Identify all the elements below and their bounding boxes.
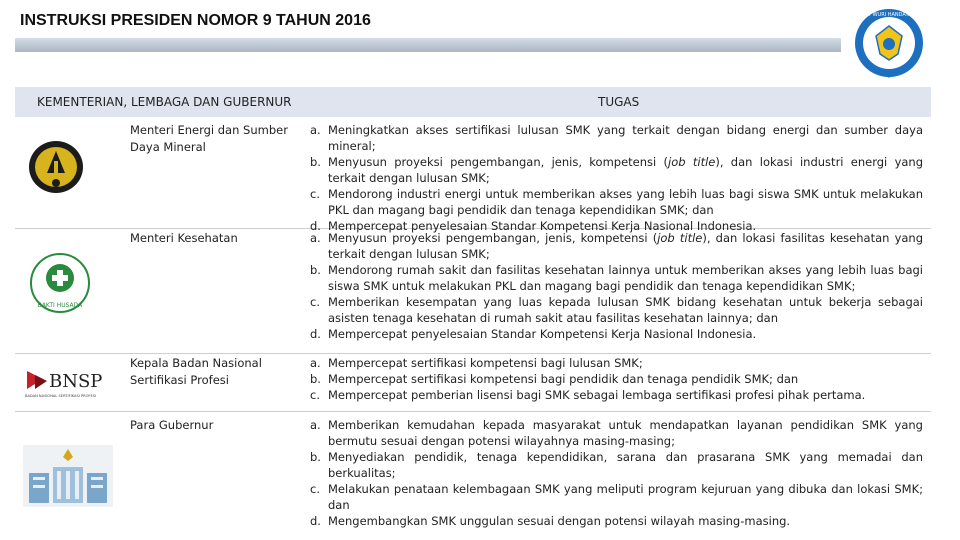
table-row-gubernur [15, 411, 931, 528]
task-letter: d. [310, 327, 321, 341]
task-list [310, 230, 923, 342]
task-text: Mendorong rumah sakit dan fasilitas kesehatan lainnya untuk memberikan akses yang lebih luas bagi siswa SMK untuk melakukan PKL dan magang bagi pendidik dan tenaga kependidikan SMK; [328, 263, 923, 293]
task-text: Memberikan kemudahan kepada masyarakat untuk mendapatkan layanan pendidikan SMK yang bermutu sesuai dengan potensi wilayahnya masing-masing; [328, 418, 923, 448]
task-letter: a. [310, 123, 321, 137]
task-text: Mempercepat penyelesaian Standar Kompetensi Kerja Nasional Indonesia. [328, 327, 757, 341]
task-item [310, 387, 923, 403]
task-item [310, 371, 923, 387]
esdm-logo-icon [27, 139, 85, 195]
task-item [310, 481, 923, 513]
task-item [310, 417, 923, 449]
task-list [310, 417, 923, 529]
institution-name: Menteri Kesehatan [130, 231, 238, 245]
task-item [310, 449, 923, 481]
task-letter: b. [310, 450, 321, 464]
task-text: Mempercepat pemberian lisensi bagi SMK sebagai lembaga sertifikasi profesi pihak pertama. [328, 388, 866, 402]
task-item [310, 513, 923, 529]
task-letter: b. [310, 155, 321, 169]
task-text: Menyusun proyeksi pengembangan, jenis, kompetensi (job title), dan lokasi industri energi yang terkait dengan lulusan SMK; [328, 155, 924, 185]
task-letter: b. [310, 372, 321, 386]
institution-name: Menteri Energi dan Sumber Daya Mineral [130, 123, 288, 154]
task-letter: d. [310, 219, 321, 233]
institution-name: Kepala Badan Nasional Sertifikasi Profesi [130, 356, 262, 387]
bnsp-logo-subtext: BADAN NASIONAL SERTIFIKASI PROFESI [25, 394, 97, 398]
bnsp-logo-text: BNSP [49, 371, 103, 392]
column-header-tasks: TUGAS [598, 95, 640, 109]
task-letter: a. [310, 231, 321, 245]
task-text: Mendorong industri energi untuk memberikan akses yang lebih luas bagi siswa SMK untuk melakukan PKL dan magang bagi pendidik dan tenaga kependidikan SMK; dan [328, 187, 923, 217]
kemenkes-bakti-husada-logo-icon [29, 252, 91, 314]
task-text: Melakukan penataan kelembagaan SMK yang meliputi program kejuruan yang dibuka dan lokasi SMK; dan [328, 482, 923, 512]
slide-title: INSTRUKSI PRESIDEN NOMOR 9 TAHUN 2016 [20, 12, 371, 29]
task-item [310, 122, 923, 154]
bnsp-logo-icon [23, 365, 119, 399]
logo-caption: BAKTI HUSADA [37, 302, 83, 309]
task-item [310, 186, 923, 218]
task-item [310, 326, 923, 342]
task-letter: a. [310, 356, 321, 370]
task-item [310, 355, 923, 371]
task-letter: c. [310, 187, 320, 201]
task-item [310, 294, 923, 326]
task-item [310, 230, 923, 262]
task-item [310, 262, 923, 294]
task-text: Mempercepat sertifikasi kompetensi bagi pendidik dan tenaga pendidik SMK; dan [328, 372, 799, 386]
task-list [310, 355, 923, 403]
task-text: Mempercepat penyelesaian Standar Kompetensi Kerja Nasional Indonesia. [328, 219, 757, 233]
task-item [310, 154, 923, 186]
task-text: Menyediakan pendidik, tenaga kependidikan, sarana dan prasarana SMK yang memadai dan berkualitas; [328, 450, 923, 480]
task-letter: c. [310, 388, 320, 402]
table-row-bnsp [15, 353, 931, 412]
task-text: Meningkatkan akses sertifikasi lulusan SMK yang terkait dengan bidang energi dan sumber daya mineral; [328, 123, 923, 153]
table-row-kemenkes [15, 228, 931, 354]
table-row-esdm [15, 117, 931, 233]
column-header-institution: KEMENTERIAN, LEMBAGA DAN GUBERNUR [37, 95, 292, 109]
task-letter: a. [310, 418, 321, 432]
task-letter: c. [310, 482, 320, 496]
table-header [15, 87, 931, 117]
institution-name: Para Gubernur [130, 418, 214, 432]
task-list [310, 122, 923, 234]
task-text: Mempercepat sertifikasi kompetensi bagi lulusan SMK; [328, 356, 643, 370]
task-text: Mengembangkan SMK unggulan sesuai dengan potensi wilayah masing-masing. [328, 514, 791, 528]
task-letter: b. [310, 263, 321, 277]
task-letter: d. [310, 514, 321, 528]
task-letter: c. [310, 295, 320, 309]
governor-office-building-icon [23, 445, 113, 507]
tut-wuri-handayani-emblem-icon [852, 6, 926, 84]
title-underline-bar [15, 38, 841, 52]
task-text: Menyusun proyeksi pengembangan, jenis, kompetensi (job title), dan lokasi fasilitas kesehatan yang terkait dengan lulusan SMK; [328, 231, 924, 261]
task-text: Memberikan kesempatan yang luas kepada lulusan SMK bidang kesehatan untuk bekerja sebagai asisten tenaga kesehatan di rumah sakit atau fasilitas kesehatan lainnya; dan [328, 295, 923, 325]
svg-text:TUT WURI HANDAYANI: TUT WURI HANDAYANI [861, 12, 917, 18]
